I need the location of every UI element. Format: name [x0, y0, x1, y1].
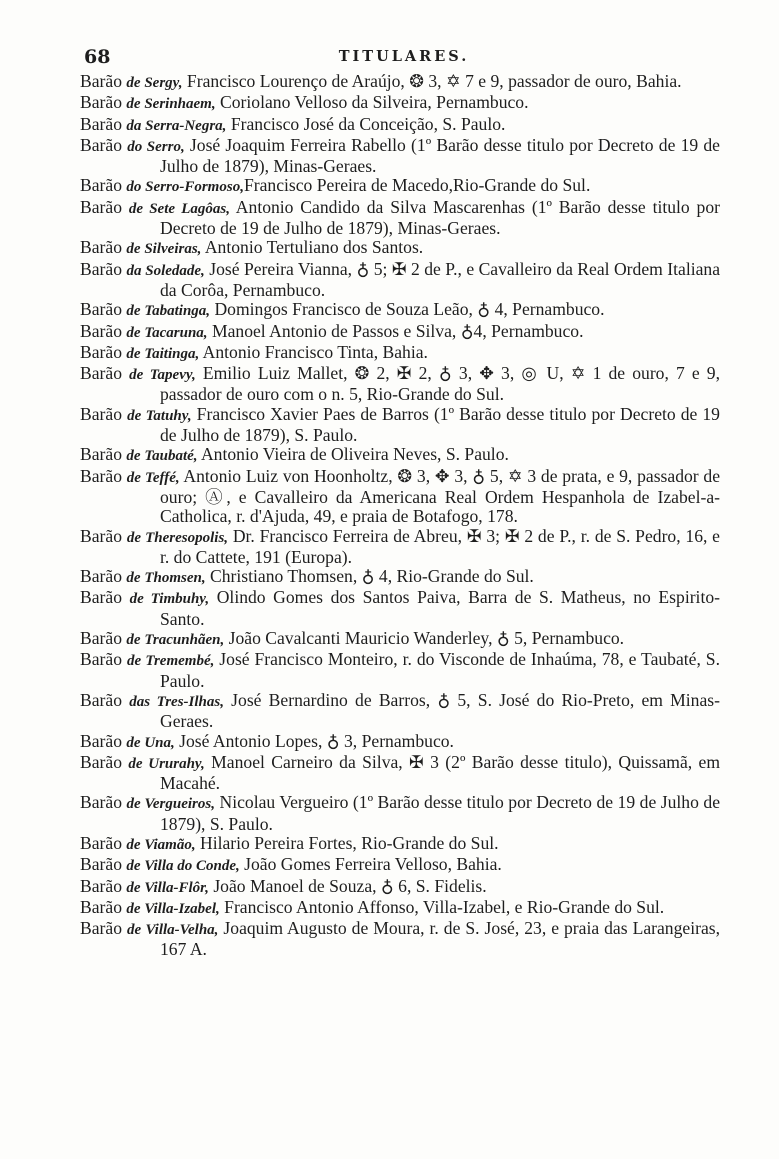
- list-item: [80, 753, 720, 794]
- list-item: [80, 588, 720, 629]
- entry-title: de Ururahy,: [128, 755, 205, 772]
- entry-rank: Barão: [80, 525, 123, 546]
- entry-rank: Barão: [80, 341, 123, 362]
- entry-text: Christiano Thomsen, ♁ 4, Rio-Grande do Sul.: [205, 566, 534, 587]
- entry-title: de Sete Lagôas,: [128, 200, 230, 217]
- list-item: [80, 855, 720, 876]
- entry-rank: Barão: [80, 751, 123, 772]
- running-title: TITULARES.: [338, 48, 470, 65]
- entry-title: de Tacaruna,: [126, 324, 208, 341]
- entry-text: Hilario Pereira Fortes, Rio-Grande do Sul.: [195, 832, 499, 853]
- entry-title: de Una,: [126, 734, 175, 751]
- list-item: [80, 300, 720, 321]
- list-item: [80, 834, 720, 855]
- entry-text: Dr. Francisco Ferreira de Abreu, ✠ 3; ✠ 2 de P., r. de S. Pedro, 16, e r. do Cattete, 191 (Europa).: [160, 525, 720, 567]
- entry-text: José Antonio Lopes, ♁ 3, Pernambuco.: [174, 730, 454, 751]
- list-item: [80, 93, 720, 114]
- entry-title: da Soledade,: [126, 262, 205, 279]
- entry-rank: Barão: [80, 896, 123, 917]
- list-item: [80, 445, 720, 466]
- list-item: [80, 364, 720, 405]
- entry-rank: Barão: [80, 566, 123, 587]
- entry-rank: Barão: [80, 71, 123, 91]
- entry-title: de Tabatinga,: [126, 303, 211, 320]
- entry-text: Antonio Luiz von Hoonholtz, ❂ 3, ✥ 3, ♁ 5, ✡ 3 de prata, e 9, passador de ouro; Ⓐ, e Cavalleiro da Americana Real Ordem Hespanhola de Izabel-a-Catholica, r. d'Ajuda, 49, e praia de Botafogo, 178.: [160, 465, 721, 527]
- entry-text: João Cavalcanti Mauricio Wanderley, ♁ 5, Pernambuco.: [224, 628, 625, 649]
- entry-title: de Timbuhy,: [129, 591, 210, 608]
- list-item: [80, 650, 720, 691]
- entry-rank: Barão: [80, 196, 123, 217]
- entry-title: do Serro-Formoso,: [126, 179, 244, 196]
- entry-title: de Villa-Flôr,: [126, 879, 209, 896]
- entry-rank: Barão: [80, 403, 123, 424]
- list-item: [80, 198, 720, 239]
- entry-title: de Sergy,: [126, 75, 183, 91]
- list-item: [80, 691, 720, 732]
- entry-rank: Barão: [80, 587, 123, 608]
- entry-rank: Barão: [80, 628, 123, 649]
- entry-rank: Barão: [80, 237, 123, 258]
- entry-title: de Tremembé,: [126, 653, 215, 670]
- entry-text: Antonio Francisco Tinta, Bahia.: [199, 341, 428, 362]
- entry-title: de Silveiras,: [126, 241, 202, 258]
- entry-title: de Villa do Conde,: [126, 858, 240, 875]
- list-item: [80, 238, 720, 259]
- list-item: [80, 527, 720, 568]
- entry-text: João Gomes Ferreira Velloso, Bahia.: [239, 854, 502, 875]
- entry-title: de Vergueiros,: [126, 796, 215, 813]
- list-item: [80, 898, 720, 919]
- entry-text: Joaquim Augusto de Moura, r. de S. José, 23, e praia das Larangeiras, 167 A.: [160, 918, 721, 960]
- list-item: [80, 567, 720, 588]
- entry-text: José Joaquim Ferreira Rabello (1º Barão desse titulo por Decreto de 19 de Julho de 1879), Minas-Geraes.: [160, 134, 720, 177]
- entry-rank: Barão: [80, 92, 123, 113]
- entry-rank: Barão: [80, 875, 123, 896]
- entry-title: de Viamão,: [126, 836, 196, 853]
- entry-rank: Barão: [80, 320, 123, 341]
- titulares-list: [80, 72, 720, 960]
- entry-rank: Barão: [80, 175, 123, 196]
- entry-title: da Serra-Negra,: [126, 117, 227, 134]
- entry-text: Nicolau Vergueiro (1º Barão desse titulo por Decreto de 19 de Julho de 1879), S. Paulo.: [160, 792, 720, 834]
- list-item: [80, 343, 720, 364]
- entry-title: de Teffé,: [126, 469, 180, 486]
- entry-title: de Tracunhãen,: [126, 632, 225, 649]
- entry-text: José Francisco Monteiro, r. do Visconde de Inhaúma, 78, e Taubaté, S. Paulo.: [160, 649, 720, 691]
- entry-title: das Tres-Ilhas,: [129, 693, 224, 710]
- entry-text: Antonio Tertuliano dos Santos.: [201, 237, 424, 258]
- list-item: [80, 72, 720, 93]
- entry-rank: Barão: [80, 832, 123, 853]
- entry-title: de Villa-Velha,: [127, 922, 219, 939]
- list-item: [80, 176, 720, 197]
- entry-title: de Serinhaem,: [126, 96, 216, 113]
- entry-text: Francisco José da Conceição, S. Paulo.: [226, 113, 506, 134]
- entry-rank: Barão: [80, 649, 123, 670]
- entry-text: Francisco Lourenço de Araújo, ❂ 3, ✡ 7 e 9, passador de ouro, Bahia.: [182, 71, 682, 91]
- entry-text: Olindo Gomes dos Santos Paiva, Barra de S. Matheus, no Espirito-Santo.: [160, 587, 720, 629]
- list-item: [80, 136, 720, 177]
- entry-text: Coriolano Velloso da Silveira, Pernambuco.: [215, 92, 529, 113]
- entry-text: Francisco Antonio Affonso, Villa-Izabel, e Rio-Grande do Sul.: [219, 896, 665, 917]
- entry-text: Domingos Francisco de Souza Leão, ♁ 4, Pernambuco.: [210, 299, 605, 320]
- entry-text: Emilio Luiz Mallet, ❂ 2, ✠ 2, ♁ 3, ✥ 3, ◎ U, ✡ 1 de ouro, 7 e 9, passador de ouro com o n. 5, Rio-Grande do Sul.: [160, 363, 720, 405]
- entry-text: Manoel Carneiro da Silva, ✠ 3 (2º Barão desse titulo), Quissamã, em Macahé.: [160, 751, 720, 794]
- list-item: [80, 629, 720, 650]
- list-item: [80, 793, 720, 834]
- list-item: [80, 322, 720, 343]
- entry-rank: Barão: [80, 854, 123, 875]
- entry-text: Manoel Antonio de Passos e Silva, ♁4, Pernambuco.: [207, 320, 584, 341]
- entry-rank: Barão: [80, 465, 123, 486]
- entry-title: de Tapevy,: [129, 367, 196, 384]
- entry-rank: Barão: [80, 730, 123, 751]
- page-number: 68: [84, 46, 111, 68]
- entry-text: Francisco Pereira de Macedo,Rio-Grande do Sul.: [243, 175, 591, 196]
- entry-title: de Tatuhy,: [127, 407, 192, 424]
- entry-text: Antonio Vieira de Oliveira Neves, S. Paulo.: [197, 444, 509, 465]
- page-header: [84, 44, 724, 70]
- entry-rank: Barão: [80, 444, 123, 465]
- entry-text: Francisco Xavier Paes de Barros (1º Barão desse titulo por Decreto de 19 de Julho de 1879), S. Paulo.: [160, 403, 720, 446]
- entry-rank: Barão: [80, 689, 123, 710]
- entry-title: de Theresopolis,: [126, 529, 229, 546]
- entry-text: Antonio Candido da Silva Mascarenhas (1º Barão desse titulo por Decreto de 19 de Julho de 1879), Minas-Geraes.: [160, 196, 720, 239]
- entry-rank: Barão: [80, 134, 123, 155]
- entry-text: José Pereira Vianna, ♁ 5; ✠ 2 de P., e Cavalleiro da Real Ordem Italiana da Corôa, Pernambuco.: [160, 258, 721, 300]
- entry-rank: Barão: [80, 113, 123, 134]
- entry-text: José Bernardino de Barros, ♁ 5, S. José do Rio-Preto, em Minas-Geraes.: [160, 689, 720, 732]
- list-item: [80, 919, 720, 960]
- list-item: [80, 115, 720, 136]
- list-item: [80, 405, 720, 446]
- entry-title: do Serro,: [127, 138, 185, 155]
- list-item: [80, 260, 720, 301]
- list-item: [80, 732, 720, 753]
- list-item: [80, 877, 720, 898]
- entry-text: João Manoel de Souza, ♁ 6, S. Fidelis.: [208, 875, 487, 896]
- entry-title: de Taubaté,: [126, 448, 198, 465]
- entry-rank: Barão: [80, 918, 123, 939]
- entry-title: de Thomsen,: [126, 570, 206, 587]
- entry-title: de Taitinga,: [126, 345, 200, 362]
- entry-rank: Barão: [80, 363, 123, 384]
- entry-rank: Barão: [80, 258, 123, 279]
- entry-title: de Villa-Izabel,: [126, 900, 220, 917]
- entry-rank: Barão: [80, 299, 123, 320]
- entry-rank: Barão: [80, 792, 123, 813]
- list-item: [80, 467, 720, 527]
